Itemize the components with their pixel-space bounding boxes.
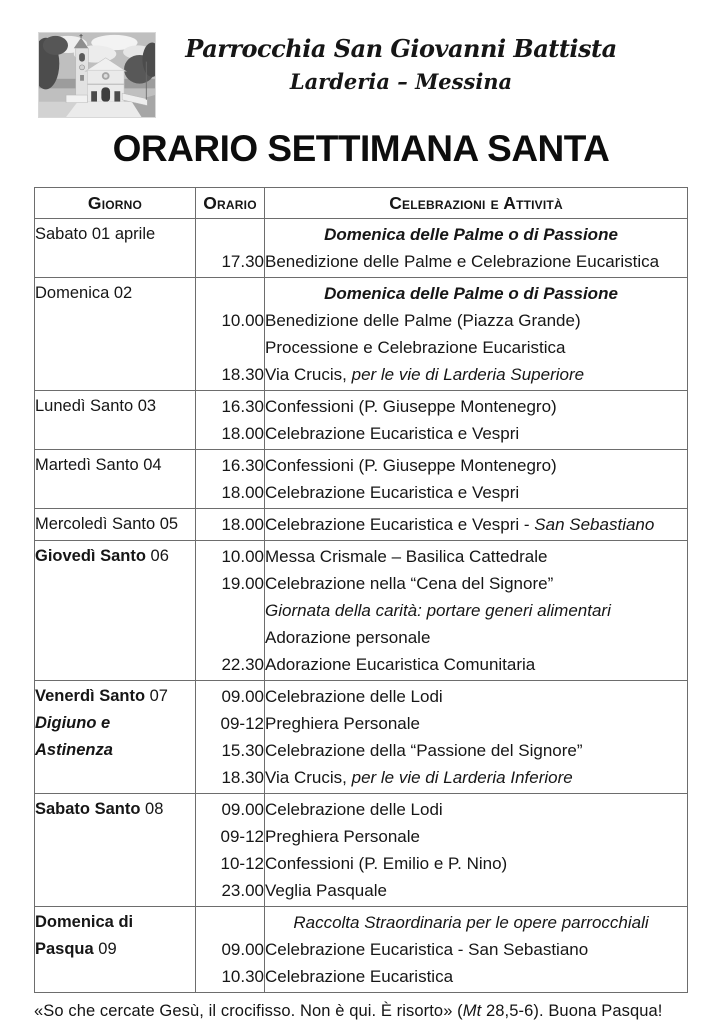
event-text xyxy=(265,570,687,597)
day-label-segment: Venerdì Santo xyxy=(35,687,150,705)
event-text-segment: Adorazione personale xyxy=(265,628,431,647)
time-value: 18.30 xyxy=(221,768,264,787)
day-cell xyxy=(35,541,196,681)
event-text-segment: Confessioni (P. Giuseppe Montenegro) xyxy=(265,397,557,416)
event-text-segment: Processione e Celebrazione Eucaristica xyxy=(265,338,566,357)
schedule-table xyxy=(34,187,688,993)
time-value: 17.30 xyxy=(221,252,264,271)
event-text-segment: Confessioni (P. Giuseppe Montenegro) xyxy=(265,456,557,475)
event-text xyxy=(265,597,687,624)
event-text-segment: Celebrazione Eucaristica xyxy=(265,967,454,986)
footer-quote xyxy=(34,1002,688,1021)
table-row xyxy=(35,450,688,509)
event-text xyxy=(265,307,687,334)
event-text-segment: Via Crucis, xyxy=(265,768,352,787)
column-header-giorno: Giorno xyxy=(35,188,196,219)
parish-header-text xyxy=(156,26,646,94)
event-text-segment: Celebrazione della “Passione del Signore” xyxy=(265,741,583,760)
event-text-segment: Via Crucis, xyxy=(265,365,352,384)
event-text-segment: Celebrazione delle Lodi xyxy=(265,687,443,706)
time-value: 10.00 xyxy=(221,547,264,566)
event-text-segment: Celebrazione delle Lodi xyxy=(265,800,443,819)
event-text-segment: Celebrazione nella “Cena del Signore” xyxy=(265,574,554,593)
time-cell xyxy=(196,541,265,681)
day-label-segment: 09 xyxy=(98,940,117,958)
day-cell xyxy=(35,794,196,907)
event-text xyxy=(265,850,687,877)
event-text xyxy=(265,543,687,570)
event-text-segment: Raccolta Straordinaria per le opere parrocchiali xyxy=(293,913,649,932)
event-text-segment: Benedizione delle Palme e Celebrazione Eucaristica xyxy=(265,252,660,271)
event-text-segment: Confessioni (P. Emilio e P. Nino) xyxy=(265,854,508,873)
day-label-segment: Lunedì Santo 03 xyxy=(35,397,157,415)
event-text xyxy=(265,877,687,904)
time-value: 18.30 xyxy=(221,365,264,384)
day-label xyxy=(35,511,195,538)
day-label xyxy=(35,737,195,764)
parish-name: Parrocchia San Giovanni Battista xyxy=(185,34,617,63)
time-value: 19.00 xyxy=(221,574,264,593)
day-label-segment: Pasqua xyxy=(35,940,99,958)
time-value xyxy=(196,597,264,624)
event-text xyxy=(265,452,687,479)
event-text xyxy=(265,909,687,936)
day-label xyxy=(35,710,195,737)
event-cell xyxy=(265,219,688,278)
event-text-segment: Celebrazione Eucaristica e Vespri xyxy=(265,483,520,502)
time-value: 22.30 xyxy=(221,655,264,674)
day-label-segment: 08 xyxy=(145,800,164,818)
footer-quote-segment: «So che cercate Gesù, il crocifisso. Non è qui. È risorto» ( xyxy=(34,1002,463,1020)
event-text-segment: Adorazione Eucaristica Comunitaria xyxy=(265,655,536,674)
event-text-segment: Preghiera Personale xyxy=(265,827,420,846)
time-value: 09.00 xyxy=(221,800,264,819)
event-text-segment: Preghiera Personale xyxy=(265,714,420,733)
event-cell xyxy=(265,391,688,450)
table-row xyxy=(35,681,688,794)
time-value xyxy=(196,909,264,936)
day-label-segment: 06 xyxy=(150,547,169,565)
day-cell xyxy=(35,278,196,391)
event-text-segment: per le vie di Larderia Superiore xyxy=(351,365,585,384)
time-value: 09.00 xyxy=(221,940,264,959)
time-value: 18.00 xyxy=(221,483,264,502)
time-value xyxy=(196,334,264,361)
event-cell xyxy=(265,907,688,993)
footer-quote-segment: Mt xyxy=(462,1002,482,1020)
time-value: 09-12 xyxy=(220,714,264,733)
event-text-segment: per le vie di Larderia Inferiore xyxy=(351,768,573,787)
time-cell xyxy=(196,391,265,450)
event-text xyxy=(265,936,687,963)
event-text xyxy=(265,334,687,361)
time-value: 15.30 xyxy=(221,741,264,760)
event-text-segment: Messa Crismale – Basilica Cattedrale xyxy=(265,547,548,566)
time-value xyxy=(196,280,264,307)
day-label-segment: Sabato Santo xyxy=(35,800,146,818)
day-label xyxy=(35,280,195,307)
time-cell xyxy=(196,278,265,391)
event-text xyxy=(265,823,687,850)
event-text-segment: Giornata della carità: portare generi alimentari xyxy=(265,601,611,620)
event-text xyxy=(265,420,687,447)
day-label xyxy=(35,543,195,570)
day-label xyxy=(35,909,195,936)
day-cell xyxy=(35,450,196,509)
table-row xyxy=(35,509,688,541)
event-text-segment: Benedizione delle Palme (Piazza Grande) xyxy=(265,311,581,330)
church-photo xyxy=(38,32,156,118)
event-text-segment: Celebrazione Eucaristica e Vespri - xyxy=(265,515,535,534)
event-cell xyxy=(265,681,688,794)
time-value: 16.30 xyxy=(221,456,264,475)
event-text xyxy=(265,280,687,307)
event-text-segment: San Sebastiano xyxy=(534,515,655,534)
page-title: ORARIO SETTIMANA SANTA xyxy=(112,128,610,169)
day-label xyxy=(35,393,195,420)
time-value xyxy=(196,624,264,651)
parish-location: Larderia – Messina xyxy=(289,69,513,94)
event-text-segment: Celebrazione Eucaristica - San Sebastiano xyxy=(265,940,589,959)
day-label xyxy=(35,796,195,823)
time-value: 10.00 xyxy=(221,311,264,330)
time-value: 10.30 xyxy=(221,967,264,986)
day-cell xyxy=(35,681,196,794)
event-text xyxy=(265,796,687,823)
time-value: 10-12 xyxy=(220,854,264,873)
time-value: 23.00 xyxy=(221,881,264,900)
day-cell xyxy=(35,391,196,450)
day-label-segment: Digiuno e xyxy=(35,714,111,732)
time-cell xyxy=(196,509,265,541)
document-header xyxy=(34,26,688,118)
day-label xyxy=(35,936,195,963)
event-text xyxy=(265,737,687,764)
event-text-segment: Veglia Pasquale xyxy=(265,881,387,900)
table-row xyxy=(35,907,688,993)
time-cell xyxy=(196,794,265,907)
footer-quote-segment: 28,5-6). Buona Pasqua! xyxy=(481,1002,663,1020)
day-label xyxy=(35,452,195,479)
day-label-segment: Giovedì Santo xyxy=(35,547,151,565)
event-text xyxy=(265,764,687,791)
day-cell xyxy=(35,907,196,993)
table-row xyxy=(35,219,688,278)
day-label xyxy=(35,683,195,710)
event-text-segment: Domenica delle Palme o di Passione xyxy=(324,225,618,244)
day-cell xyxy=(35,219,196,278)
event-text xyxy=(265,511,687,538)
event-text xyxy=(265,624,687,651)
event-text xyxy=(265,651,687,678)
time-value: 16.30 xyxy=(221,397,264,416)
time-value: 09.00 xyxy=(221,687,264,706)
day-label-segment: Domenica 02 xyxy=(35,284,133,302)
day-label-segment: Sabato 01 aprile xyxy=(35,225,156,243)
day-cell xyxy=(35,509,196,541)
table-header-row xyxy=(35,188,688,219)
event-text xyxy=(265,221,687,248)
event-cell xyxy=(265,541,688,681)
column-header-celebrazioni: Celebrazioni e Attività xyxy=(265,188,688,219)
event-cell xyxy=(265,794,688,907)
day-label-segment: Domenica di xyxy=(35,913,134,931)
event-cell xyxy=(265,450,688,509)
time-cell xyxy=(196,450,265,509)
table-row xyxy=(35,278,688,391)
event-text xyxy=(265,393,687,420)
day-label-segment: 07 xyxy=(149,687,168,705)
day-label-segment: Martedì Santo 04 xyxy=(35,456,162,474)
event-text-segment: Celebrazione Eucaristica e Vespri xyxy=(265,424,520,443)
day-label xyxy=(35,221,195,248)
day-label-segment: Mercoledì Santo 05 xyxy=(35,515,179,533)
time-value: 18.00 xyxy=(221,515,264,534)
event-text xyxy=(265,710,687,737)
event-cell xyxy=(265,278,688,391)
time-cell xyxy=(196,907,265,993)
time-cell xyxy=(196,219,265,278)
event-text-segment: Domenica delle Palme o di Passione xyxy=(324,284,618,303)
day-label-segment: Astinenza xyxy=(35,741,113,759)
event-text xyxy=(265,361,687,388)
event-text xyxy=(265,248,687,275)
time-value: 18.00 xyxy=(221,424,264,443)
column-header-orario: Orario xyxy=(196,188,265,219)
event-cell xyxy=(265,509,688,541)
time-value: 09-12 xyxy=(220,827,264,846)
table-row xyxy=(35,794,688,907)
church-photo-illustration xyxy=(39,33,155,117)
event-text xyxy=(265,683,687,710)
table-row xyxy=(35,541,688,681)
time-value xyxy=(196,221,264,248)
event-text xyxy=(265,479,687,506)
table-row xyxy=(35,391,688,450)
event-text xyxy=(265,963,687,990)
time-cell xyxy=(196,681,265,794)
